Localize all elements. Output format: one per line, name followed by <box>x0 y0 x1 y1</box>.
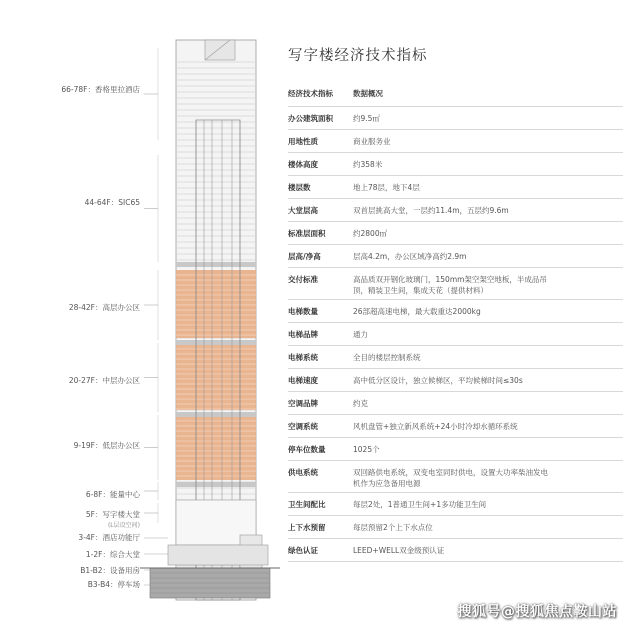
table-row <box>288 461 623 493</box>
row-key: 标准层面积 <box>288 229 326 238</box>
row-value: 每层2处，1普通卫生间+1多功能卫生间 <box>353 500 487 509</box>
row-key: 电梯数量 <box>288 307 318 316</box>
row-value: 全目的楼层控制系统 <box>353 353 421 362</box>
row-value: 1025个 <box>353 445 380 454</box>
row-key: 空调系统 <box>288 422 318 431</box>
table-row <box>288 268 623 300</box>
zone-label <box>0 550 140 560</box>
zone-label <box>0 198 140 208</box>
row-value: 约9.5㎡ <box>353 114 380 123</box>
row-value: 双回路供电系统，双变电室同时供电，设置大功率柴油发电机作为应急备用电源 <box>353 468 548 488</box>
table-row <box>288 346 623 369</box>
table-header-row <box>288 84 623 107</box>
header-key: 经济技术指标 <box>288 89 333 98</box>
zone-label <box>0 303 140 313</box>
row-key: 交付标准 <box>288 275 318 284</box>
row-key: 上下水预留 <box>288 523 326 532</box>
zone-label <box>0 490 140 500</box>
table-row <box>288 222 623 245</box>
table-row <box>288 153 623 176</box>
header-value: 数据概况 <box>353 89 383 98</box>
row-key: 大堂层高 <box>288 206 318 215</box>
zone-label-text: 28-42F：高层办公区 <box>68 303 140 312</box>
row-key: 空调品牌 <box>288 399 318 408</box>
mechanical-floor <box>176 262 256 267</box>
row-key: 层高/净高 <box>288 252 321 261</box>
zone-label-text: B1-B2：设备用房 <box>80 566 140 575</box>
row-value: 约克 <box>353 399 368 408</box>
zone-label-text: 3-4F：酒店功能厅 <box>78 533 140 542</box>
zone-label-text: 1-2F：综合大堂 <box>85 550 140 559</box>
mechanical-floor <box>176 340 256 345</box>
row-key: 停车位数量 <box>288 445 326 454</box>
row-value: 约2800㎡ <box>353 229 388 238</box>
zone-label-text: B3-B4：停车场 <box>87 580 140 589</box>
row-value: 高中低分区设计，独立候梯区，平均候梯时间≤30s <box>353 376 523 385</box>
table-row <box>288 438 623 461</box>
row-key: 用地性质 <box>288 137 318 146</box>
zone-label-text: 66-78F：香格里拉酒店 <box>61 85 140 94</box>
zone-label <box>0 376 140 386</box>
zone-label <box>0 510 140 531</box>
watermark: 搜狐号@搜狐焦点鞍山站 <box>457 604 617 620</box>
row-value: 商业服务业 <box>353 137 391 146</box>
mechanical-floor <box>176 482 256 487</box>
row-key: 电梯系统 <box>288 353 318 362</box>
lobby-block <box>168 545 268 565</box>
table-row <box>288 323 623 346</box>
row-value: 层高4.2m，办公区域净高约2.9m <box>353 252 467 261</box>
row-value: 每层预留2个上下水点位 <box>353 523 433 532</box>
row-value: 风机盘管+独立新风系统+24小时冷却水循环系统 <box>353 422 518 431</box>
table-row <box>288 199 623 222</box>
row-key: 电梯速度 <box>288 376 318 385</box>
zone-label <box>0 441 140 451</box>
row-key: 电梯品牌 <box>288 330 318 339</box>
page-title: 写字楼经济技术指标 <box>288 48 428 64</box>
row-key: 楼体高度 <box>288 160 318 169</box>
table-row <box>288 107 623 130</box>
row-value: 高品质双开钢化玻璃门，150mm架空架空地板，半成品吊顶，精装卫生间，集成天花（提供材料） <box>353 275 547 295</box>
row-value: 26部超高速电梯，最大载重达2000kg <box>353 307 481 316</box>
zone-label <box>0 580 140 590</box>
table-row <box>288 516 623 539</box>
zone-sublabel: (L层设空间) <box>107 522 140 529</box>
row-value: LEED+WELL双金级预认证 <box>353 546 445 555</box>
table-row <box>288 415 623 438</box>
table-row <box>288 300 623 323</box>
row-key: 楼层数 <box>288 183 311 192</box>
zone-label-text: 20-27F：中层办公区 <box>68 376 140 385</box>
zone-label <box>0 566 140 576</box>
zone-label-text: 6-8F：能量中心 <box>85 490 140 499</box>
tower-crown <box>205 40 235 60</box>
row-key: 供电系统 <box>288 468 318 477</box>
zone-label-text: 44-64F：SIC65 <box>84 198 140 207</box>
zone-label-text: 9-19F：低层办公区 <box>73 441 140 450</box>
table-row <box>288 369 623 392</box>
row-value: 约358米 <box>353 160 383 169</box>
row-key: 绿色认证 <box>288 546 318 555</box>
table-row <box>288 245 623 268</box>
row-key: 卫生间配比 <box>288 500 326 509</box>
row-value: 地上78层，地下4层 <box>353 183 420 192</box>
table-row <box>288 176 623 199</box>
row-key: 办公建筑面积 <box>288 114 333 123</box>
table-row <box>288 493 623 516</box>
spec-table <box>288 84 623 562</box>
zone-label <box>0 533 140 543</box>
table-row <box>288 392 623 415</box>
row-value: 通力 <box>353 330 368 339</box>
row-value: 双首层挑高大堂，一层约11.4m，五层约9.6m <box>353 206 509 215</box>
mechanical-floor <box>176 412 256 417</box>
table-row <box>288 539 623 562</box>
zone-label <box>0 85 140 95</box>
zone-label-text: 5F：写字楼大堂 <box>85 510 140 519</box>
table-row <box>288 130 623 153</box>
